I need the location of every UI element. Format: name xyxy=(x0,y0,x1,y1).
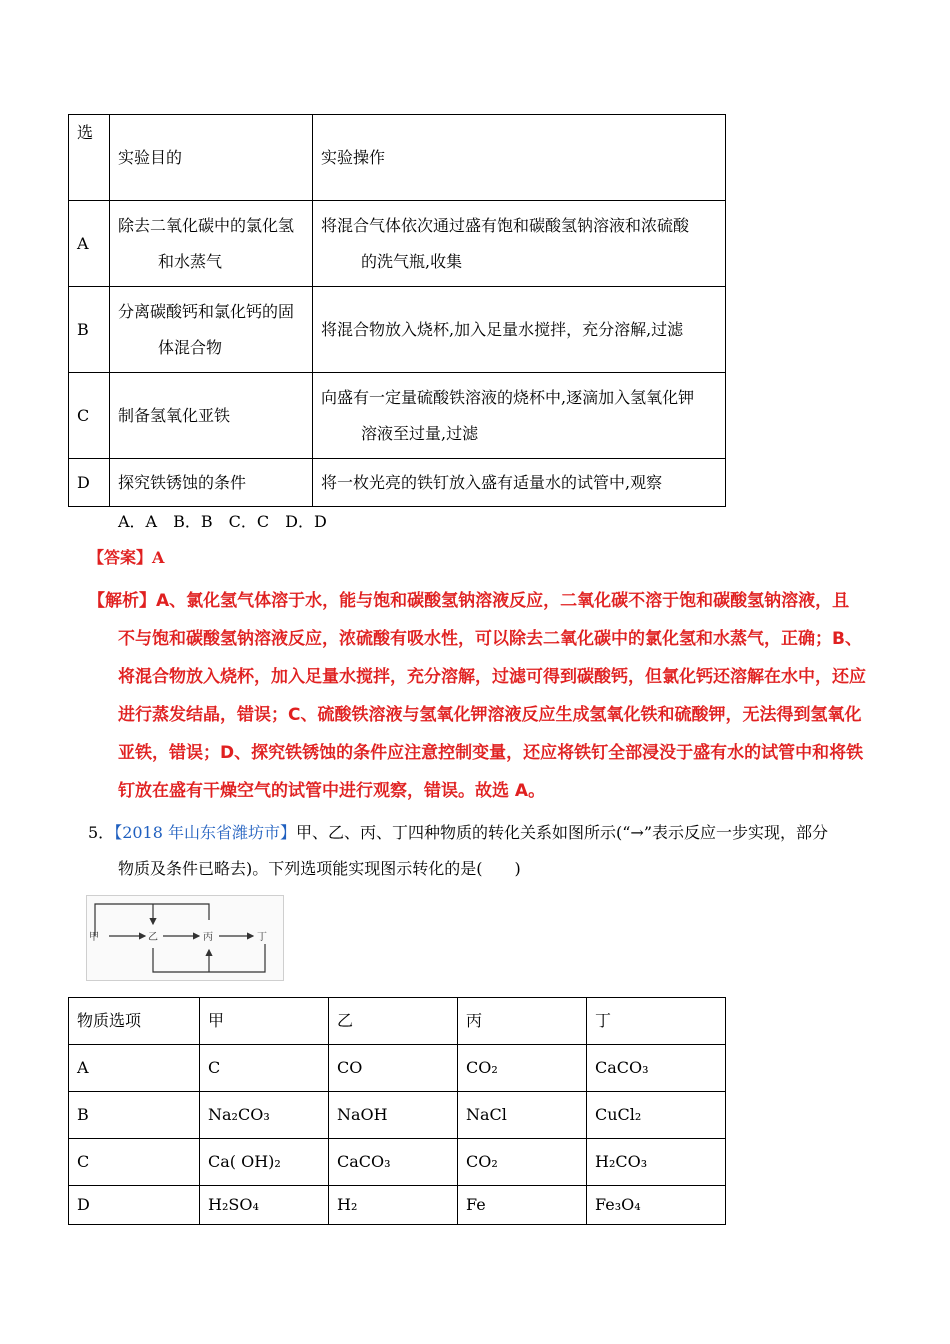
cell: CuCl₂ xyxy=(587,1092,726,1139)
question-source: 【2018 年山东省潍坊市】 xyxy=(114,823,296,842)
row-purpose: 制备氢氧化亚铁 xyxy=(110,373,313,459)
row-purpose xyxy=(110,287,313,373)
row-label: A xyxy=(69,201,110,287)
header-cell: 物质选项 xyxy=(69,998,200,1045)
question-5 xyxy=(88,815,868,887)
cell: C xyxy=(200,1045,329,1092)
explanation-tag: 【解析】 xyxy=(88,591,156,611)
answer-options: A．A B．B C．C D．D xyxy=(118,512,327,531)
diagram-svg xyxy=(87,896,283,980)
table-row xyxy=(69,287,726,373)
cell: A xyxy=(69,1045,200,1092)
row-label: C xyxy=(69,373,110,459)
experiment-table xyxy=(68,114,726,507)
cell: Ca( OH)₂ xyxy=(200,1139,329,1186)
table-row xyxy=(69,1045,726,1092)
explanation xyxy=(88,582,866,810)
table-row xyxy=(69,373,726,459)
cell: CaCO₃ xyxy=(329,1139,458,1186)
row-operation xyxy=(313,373,726,459)
header-operation: 实验操作 xyxy=(313,115,726,201)
operation-line: 的洗气瓶,收集 xyxy=(361,251,463,271)
table-row xyxy=(69,459,726,507)
purpose-line: 除去二氧化碳中的氯化氢 xyxy=(118,215,295,235)
cell: Na₂CO₃ xyxy=(200,1092,329,1139)
answer-label: 【答案】A xyxy=(88,548,165,567)
cell: D xyxy=(69,1186,200,1225)
header-cell: 丁 xyxy=(587,998,726,1045)
cell: H₂SO₄ xyxy=(200,1186,329,1225)
cell: H₂CO₃ xyxy=(587,1139,726,1186)
cell: B xyxy=(69,1092,200,1139)
row-purpose xyxy=(110,201,313,287)
question-text-line2: 物质及条件已略去)。下列选项能实现图示转化的是( ) xyxy=(118,859,521,878)
cell: CO₂ xyxy=(458,1045,587,1092)
row-operation xyxy=(313,201,726,287)
question-number: 5． xyxy=(88,823,115,842)
label-yi: 乙 xyxy=(148,932,158,943)
row-operation: 将混合物放入烧杯,加入足量水搅拌，充分溶解,过滤 xyxy=(313,287,726,373)
table-header-row xyxy=(69,115,726,201)
cell: NaCl xyxy=(458,1092,587,1139)
explanation-body xyxy=(88,582,866,810)
label-bing: 丙 xyxy=(203,932,213,943)
row-operation: 将一枚光亮的铁钉放入盛有适量水的试管中,观察 xyxy=(313,459,726,507)
table-header-row xyxy=(69,998,726,1045)
cell: Fe xyxy=(458,1186,587,1225)
conversion-diagram xyxy=(86,895,284,981)
explanation-text: A、氯化氢气体溶于水，能与饱和碳酸氢钠溶液反应，二氧化碳不溶于饱和碳酸氢钠溶液，且不与饱和碳酸氢钠溶液反应，浓硫酸有吸水性，可以除去二氧化碳中的氯化氢和水蒸气，正确；B、将混合物放入烧杯，加入足量水搅拌，充分溶解，过滤可得到碳酸钙，但氯化钙还溶解在水中，还应进行蒸发结晶，错误；C、硫酸铁溶液与氢氧化钾溶液反应生成氢氧化铁和硫酸钾，无法得到氢氧化亚铁，错误；D、探究铁锈蚀的条件应注意控制变量，还应将铁钉全部浸没于盛有水的试管中和将铁钉放在盛有干燥空气的试管中进行观察，错误。故选 A。 xyxy=(118,591,866,801)
substance-table xyxy=(68,997,726,1225)
header-cell: 乙 xyxy=(329,998,458,1045)
operation-line: 将混合气体依次通过盛有饱和碳酸氢钠溶液和浓硫酸 xyxy=(321,215,690,235)
table-row xyxy=(69,201,726,287)
row-label: B xyxy=(69,287,110,373)
header-option: 选 xyxy=(69,115,110,201)
operation-line: 溶液至过量,过滤 xyxy=(361,423,479,443)
header-cell: 丙 xyxy=(458,998,587,1045)
purpose-line: 分离碳酸钙和氯化钙的固 xyxy=(118,301,295,321)
table-row xyxy=(69,1139,726,1186)
cell: C xyxy=(69,1139,200,1186)
question-text-line1: 甲、乙、丙、丁四种物质的转化关系如图所示(“→”表示反应一步实现，部分 xyxy=(296,823,829,842)
cell: CO₂ xyxy=(458,1139,587,1186)
table-row xyxy=(69,1092,726,1139)
label-ding: 丁 xyxy=(257,932,267,943)
label-jia: 甲 xyxy=(89,932,99,943)
cell: H₂ xyxy=(329,1186,458,1225)
cell: CaCO₃ xyxy=(587,1045,726,1092)
row-purpose: 探究铁锈蚀的条件 xyxy=(110,459,313,507)
purpose-line: 和水蒸气 xyxy=(158,251,223,271)
cell: CO xyxy=(329,1045,458,1092)
row-label: D xyxy=(69,459,110,507)
table-row xyxy=(69,1186,726,1225)
cell: NaOH xyxy=(329,1092,458,1139)
operation-line: 向盛有一定量硫酸铁溶液的烧杯中,逐滴加入氢氧化钾 xyxy=(321,387,695,407)
cell: Fe₃O₄ xyxy=(587,1186,726,1225)
header-purpose: 实验目的 xyxy=(110,115,313,201)
header-cell: 甲 xyxy=(200,998,329,1045)
purpose-line: 体混合物 xyxy=(158,337,223,357)
